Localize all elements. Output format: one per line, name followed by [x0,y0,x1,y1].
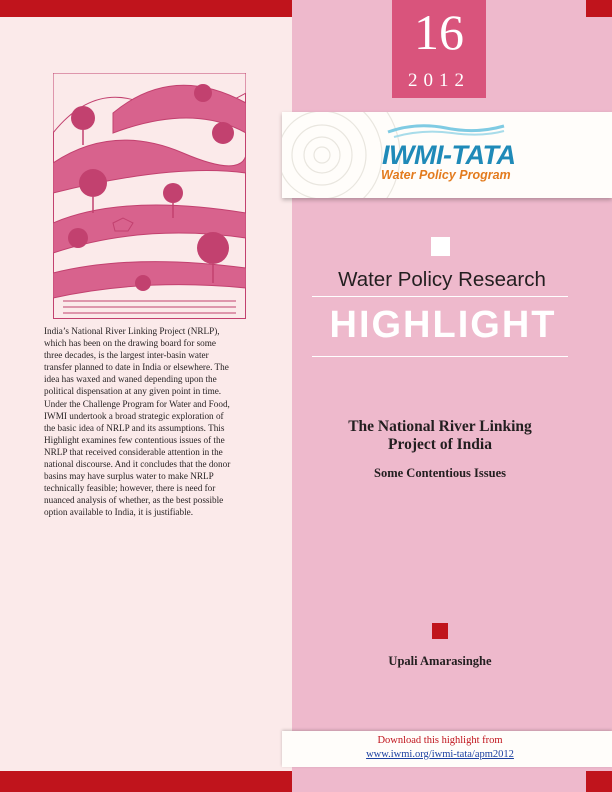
abstract-line: three decades, is the largest inter-basin water [44,350,209,361]
download-box [282,731,612,767]
water-wave-icon [386,122,506,140]
abstract-line: political dispensation at any given point in time. [44,386,222,397]
divider-top [312,296,568,297]
abstract-line: idea has waxed and waned depending upon the [44,374,217,385]
abstract-line: NRLP that received considerable attention in the [44,446,223,457]
red-square-marker [432,623,448,639]
abstract-line: technically feasible; however, there is need for [44,483,216,494]
download-link[interactable]: www.iwmi.org/iwmi-tata/apm2012 [366,749,514,760]
abstract-text [44,325,274,519]
top-accent-bar [0,0,292,17]
abstract-line: option available to India, it is justifiable. [44,507,194,518]
white-square-marker [431,237,450,256]
download-label: Download this highlight from [377,735,503,746]
issue-year: 2012 [408,70,470,91]
logo-title: IWMI-TATA [382,140,516,170]
rural-landscape-illustration [53,73,246,319]
highlight-label: HIGHLIGHT [329,304,557,346]
author-name: Upali Amarasinghe [388,654,492,668]
top-accent-bar-right [586,0,612,17]
issue-badge [392,0,486,98]
abstract-line: Under the Challenge Program for Water and Food, [44,398,230,409]
title-line-1: The National River Linking [348,418,532,435]
document-title [312,418,568,454]
abstract-line: IWMI undertook a broad strategic exploration of [44,410,224,421]
divider-bottom [312,356,568,357]
abstract-line: transfer planned to date in India or elsewhere. The [44,362,229,373]
abstract-line: national discourse. And it concludes that the donor [44,459,231,470]
abstract-line: India’s National River Linking Project (NRLP), [44,326,220,336]
bottom-accent-bar-right [586,771,612,792]
abstract-line: basins may have surplus water to make NRLP [44,471,214,482]
series-title: Water Policy Research [338,268,546,291]
logo-tagline: Water Policy Program [381,168,511,182]
abstract-line: Highlight examines few contentious issues of the [44,434,225,445]
abstract-line: nuanced analysis of whether, as the best possible [44,495,224,506]
title-line-2: Project of India [388,436,492,453]
document-subtitle: Some Contentious Issues [374,466,506,480]
bottom-accent-bar [0,771,292,792]
abstract-line: the basic idea of NRLP and its assumptions. This [44,422,225,433]
issue-number: 16 [414,4,464,60]
abstract-line: which has been on the drawing board for some [44,338,216,349]
